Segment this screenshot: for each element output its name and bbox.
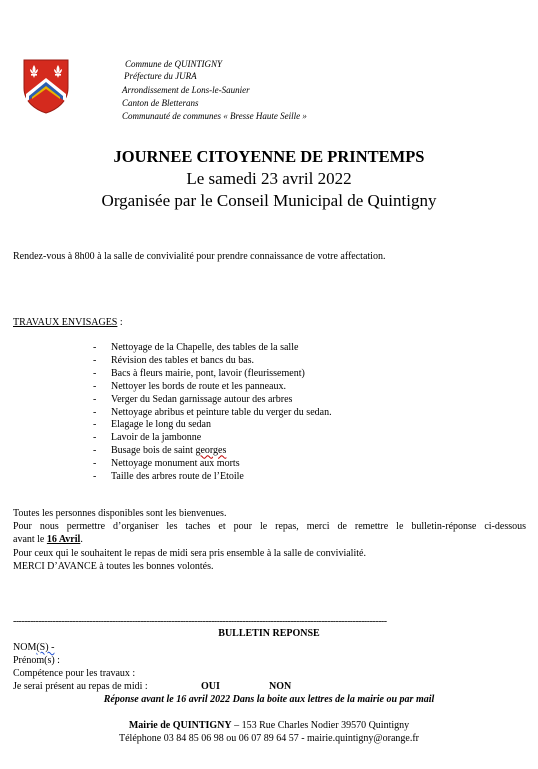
info-line-2: Pour nous permettre d’organiser les taches et pour le repas, merci de remettre le bulletin-réponse ci-dessous: [13, 521, 526, 532]
list-item: [93, 381, 332, 394]
list-item-text: Busage bois de saint: [111, 445, 196, 457]
header-canton: Canton de Bletterans: [122, 98, 199, 108]
list-item-text: Bacs à fleurs mairie, pont, lavoir (fleurissement): [111, 367, 305, 379]
list-item-text: Nettoyage de la Chapelle, des tables de la salle: [111, 342, 299, 353]
travaux-heading-label: TRAVAUX ENVISAGES: [13, 317, 118, 328]
list-item-text: Nettoyer les bords de route et les panneaux.: [111, 380, 286, 392]
repas-field-label: Je serai présent au repas de midi :: [13, 681, 148, 692]
page-title: JOURNEE CITOYENNE DE PRINTEMPS: [113, 147, 425, 166]
nom-field-label: [13, 642, 54, 654]
header-arrondissement: Arrondissement de Lons-le-Saunier: [122, 85, 250, 95]
list-dash: -: [93, 471, 97, 483]
info-line-3-prefix: avant le: [13, 534, 47, 545]
info-line-4: Pour ceux qui le souhaitent le repas de midi sera pris ensemble à la salle de convivialité.: [13, 548, 366, 559]
list-item-text: Elagage le long du sedan: [111, 419, 211, 431]
nom-suffix: (S) -: [36, 642, 55, 653]
intro-text: Rendez-vous à 8h00 à la salle de convivialité pour prendre connaissance de votre affectation.: [13, 251, 386, 262]
travaux-heading-suffix: :: [117, 317, 123, 328]
list-item-text: Révision des tables et bancs du bas.: [111, 354, 255, 366]
travaux-heading: [13, 317, 123, 329]
list-item: [93, 445, 332, 458]
task-list: [93, 342, 332, 484]
list-dash: -: [93, 419, 97, 431]
list-item: [93, 432, 332, 445]
list-dash: -: [93, 445, 97, 457]
list-item-text: Lavoir de la jambonne: [111, 432, 202, 444]
footer-address-text: – 153 Rue Charles Nodier 39570 Quintigny: [231, 720, 410, 731]
header-prefecture: Préfecture du JURA: [124, 71, 197, 81]
list-item: [93, 355, 332, 368]
list-dash: -: [93, 380, 97, 392]
event-date: Le samedi 23 avril 2022: [186, 169, 352, 188]
footer-address: [0, 720, 538, 732]
list-dash: -: [93, 367, 97, 379]
header-commune: Commune de QUINTIGNY: [125, 59, 223, 69]
list-dash: -: [93, 354, 97, 366]
non-option: NON: [269, 681, 292, 692]
info-line-5: MERCI D’AVANCE à toutes les bonnes volontés.: [13, 561, 214, 572]
nom-prefix: NOM: [13, 642, 37, 653]
list-item-text: Nettoyage monument aux morts: [111, 458, 240, 470]
coat-of-arms-logo: [22, 58, 70, 114]
info-line-3-suffix: .: [80, 534, 83, 545]
list-item: [93, 458, 332, 471]
list-item-text: Taille des arbres route de l’Etoile: [111, 471, 244, 483]
response-instructions: Réponse avant le 16 avril 2022 Dans la boite aux lettres de la mairie ou par mail: [103, 694, 435, 705]
list-item: [93, 419, 332, 432]
organizer-line: Organisée par le Conseil Municipal de Quintigny: [101, 191, 437, 210]
competence-field-label: Compétence pour les travaux :: [13, 668, 136, 679]
list-dash: -: [93, 342, 97, 353]
bulletin-title: BULLETIN REPONSE: [218, 628, 320, 639]
footer-contact: Téléphone 03 84 85 06 98 ou 06 07 89 64 57 - mairie.quintigny@orange.fr: [119, 733, 419, 744]
list-dash: -: [93, 406, 97, 418]
list-item: [93, 368, 332, 381]
info-line-3: [13, 534, 83, 546]
list-item: [93, 407, 332, 420]
list-item: [93, 471, 332, 484]
cut-line-separator: ------------------------------------------------------------------------------------------------------------------------------------: [13, 616, 387, 627]
deadline-date: 16 Avril: [46, 534, 81, 545]
header-communaute: Communauté de communes « Bresse Haute Seille »: [122, 111, 307, 121]
list-dash: -: [93, 393, 97, 405]
list-item: [93, 342, 332, 355]
list-dash: -: [93, 458, 97, 470]
list-item-text: Nettoyage abribus et peinture table du verger du sedan.: [111, 406, 332, 418]
list-item: [93, 394, 332, 407]
oui-option: OUI: [201, 681, 220, 692]
list-item-text: Verger du Sedan garnissage autour des arbres: [111, 393, 293, 405]
spellcheck-word: georges: [195, 445, 227, 457]
list-dash: -: [93, 432, 97, 444]
footer-mairie-name: Mairie de QUINTIGNY: [128, 720, 232, 731]
prenom-field-label: Prénom(s) :: [13, 655, 60, 666]
info-line-1: Toutes les personnes disponibles sont les bienvenues.: [13, 508, 227, 519]
